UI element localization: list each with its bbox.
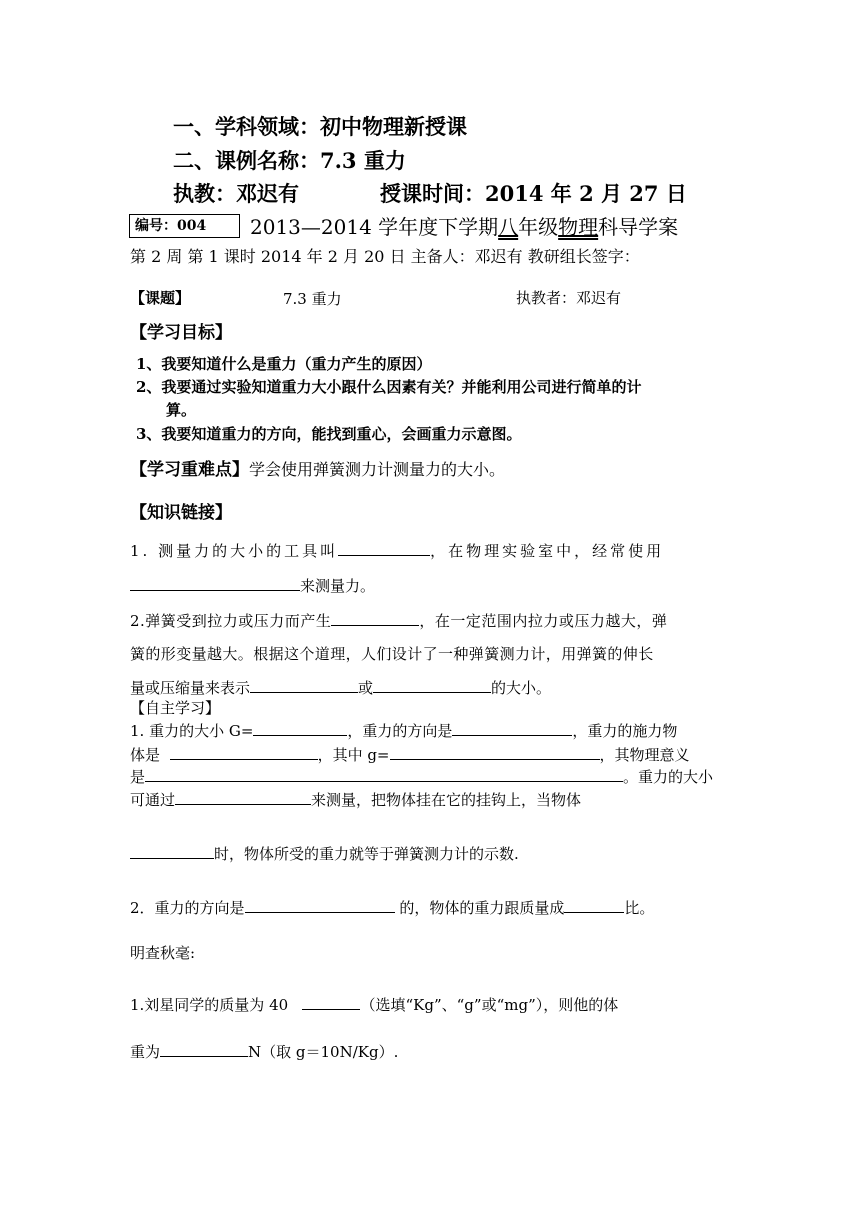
ss-text-l5b: 时，物体所受的重力就等于弹簧测力计的示数.	[214, 845, 519, 863]
ss-blank-g-value[interactable]	[390, 745, 600, 760]
topic-label: 【课题】	[130, 289, 191, 307]
pr-text-l1a: 1.刘星同学的质量为 40	[130, 996, 289, 1014]
q1-text-c: 来测量力。	[300, 577, 376, 595]
q1-text-a: 1. 测量力的大小的工具叫	[130, 542, 339, 560]
goal-item-2: 2、我要通过实验知道重力大小跟什么因素有关？并能利用公司进行简单的计	[136, 378, 642, 396]
pr-text-l2a: 重为	[130, 1043, 161, 1061]
q2-text-e: 或	[358, 679, 374, 697]
goal-item-2-cont: 算。	[166, 401, 197, 419]
self-study-line5	[130, 843, 519, 864]
ss-blank-measure[interactable]	[175, 790, 311, 805]
key-points-text: 学会使用弹簧测力计测量力的大小。	[249, 460, 506, 479]
meta-line: 第 2 周 第 1 课时 2014 年 2 月 20 日 主备人：邓迟有 教研组长签字：	[130, 247, 640, 266]
ss-q2-text-a: 2．重力的方向是	[130, 899, 245, 917]
knowledge-q1-line2	[130, 575, 375, 596]
self-study-heading: 【自主学习】	[130, 699, 221, 717]
ss-text-l2a: 体是	[130, 746, 161, 764]
pr-blank-weight[interactable]	[160, 1042, 248, 1057]
q2-text-d: 量或压缩量来表示	[130, 679, 251, 697]
document-title	[250, 211, 678, 240]
topic-teacher: 执教者：邓迟有	[516, 289, 622, 307]
ss-text-l1c: ，重力的施力物	[572, 722, 678, 740]
title-subject: 物理	[558, 215, 599, 239]
ss-q2-blank-direction[interactable]	[245, 898, 395, 913]
goals-heading: 【学习目标】	[130, 323, 232, 343]
goal-item-3: 3、我要知道重力的方向，能找到重心，会画重力示意图。	[136, 425, 522, 443]
ss-q2-text-b: 的，物体的重力跟质量成	[399, 899, 565, 917]
ss-blank-g[interactable]	[253, 721, 347, 736]
knowledge-q2-line2: 簧的形变量越大。根据这个道理，人们设计了一种弹簧测力计，用弹簧的伸长	[130, 645, 654, 663]
self-study-line4	[130, 789, 581, 810]
pr-text-l1b: （选填“Kg”、“g”或“mg”），则他的体	[360, 996, 619, 1014]
ss-q2-blank-ratio[interactable]	[564, 898, 624, 913]
lesson-time-line: 授课时间：2014 年 2 月 27 日	[380, 181, 687, 206]
pr-text-l2b: N（取 g＝10N/Kg）.	[248, 1043, 399, 1061]
knowledge-q2-line3	[130, 677, 551, 698]
practice-q1-line1	[130, 994, 618, 1015]
ss-text-l1a: 1. 重力的大小 G=	[130, 722, 254, 740]
title-post: 科导学案	[598, 215, 679, 239]
ss-blank-meaning[interactable]	[145, 767, 623, 782]
q2-text-b: ，在一定范围内拉力或压力越大，弹	[419, 612, 668, 630]
ss-text-l3a: 是	[130, 768, 146, 786]
knowledge-q2-line1	[130, 610, 667, 631]
self-study-line2	[130, 744, 690, 765]
self-study-line1	[130, 720, 677, 741]
ss-blank-exerter[interactable]	[170, 745, 318, 760]
title-year: 2013—2014 学年度下学期	[250, 215, 499, 239]
q1-blank-1[interactable]	[338, 541, 430, 556]
self-study-line3	[130, 766, 713, 787]
ss-text-l2b: ，其中 g=	[317, 746, 390, 764]
q2-blank-3[interactable]	[373, 678, 491, 693]
ss-blank-direction[interactable]	[452, 721, 572, 736]
knowledge-heading: 【知识链接】	[130, 503, 232, 523]
q2-text-a: 2.弹簧受到拉力或压力而产生	[130, 612, 332, 630]
pr-blank-unit[interactable]	[302, 995, 360, 1010]
q2-blank-2[interactable]	[250, 678, 358, 693]
subject-area-line: 一、学科领域：初中物理新授课	[173, 114, 467, 139]
title-mid: 年级	[518, 215, 559, 239]
key-points-label: 【学习重难点】	[130, 460, 249, 480]
self-study-q2	[130, 897, 654, 918]
code-label: 编号：004	[135, 218, 207, 234]
q1-text-b: ，在物理实验室中，经常使用	[430, 542, 665, 560]
ss-text-l3b: 。重力的大小	[623, 768, 714, 786]
ss-text-l1b: ，重力的方向是	[347, 722, 453, 740]
ss-text-l2c: ，其物理意义	[599, 746, 690, 764]
practice-heading: 明查秋毫:	[130, 944, 196, 962]
key-points	[130, 455, 505, 480]
q2-text-f: 的大小。	[491, 679, 552, 697]
lesson-name-line: 二、课例名称：7.3 重力	[173, 148, 406, 173]
title-grade: 八	[498, 215, 519, 239]
knowledge-q1-line1	[130, 540, 664, 561]
goal-item-1: 1、我要知道什么是重力（重力产生的原因）	[136, 355, 432, 373]
practice-q1-line2	[130, 1041, 398, 1062]
ss-text-l4a: 可通过	[130, 791, 176, 809]
ss-blank-state[interactable]	[130, 844, 214, 859]
q1-blank-2[interactable]	[130, 576, 300, 591]
ss-q2-text-c: 比。	[624, 899, 655, 917]
teacher-line: 执教：邓迟有	[173, 181, 299, 206]
ss-text-l4b: 来测量，把物体挂在它的挂钩上，当物体	[311, 791, 582, 809]
topic-value: 7.3 重力	[283, 290, 342, 308]
code-box	[129, 214, 240, 238]
q2-blank-1[interactable]	[331, 611, 419, 626]
